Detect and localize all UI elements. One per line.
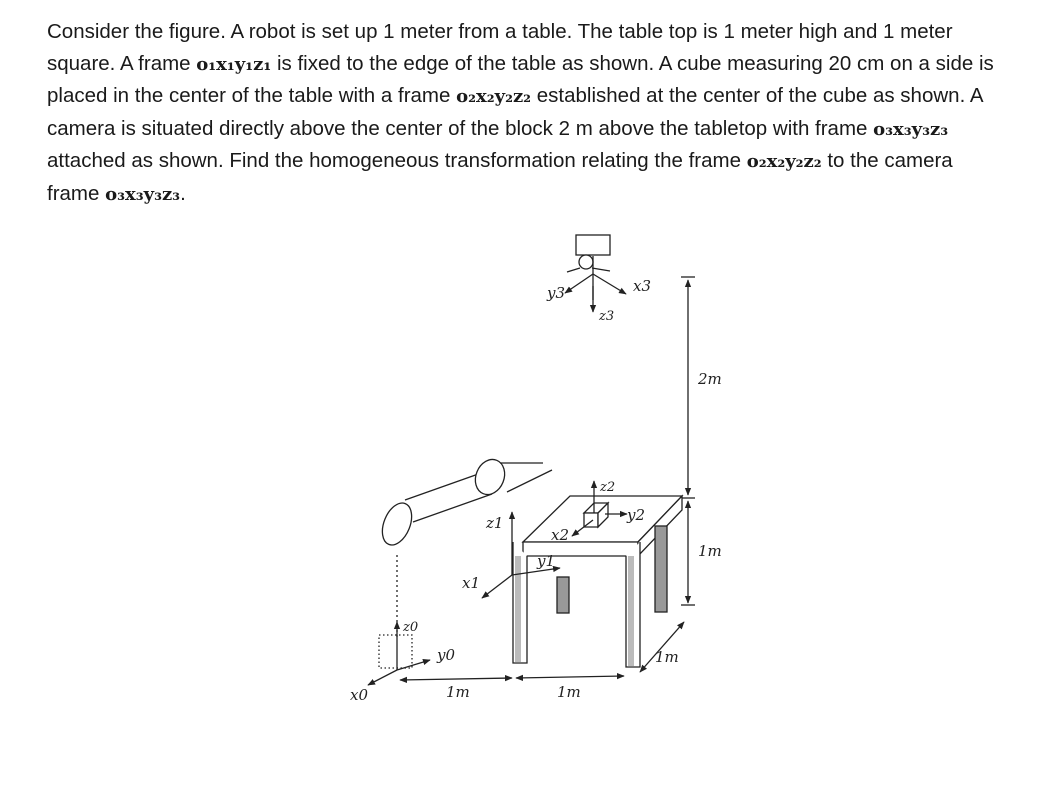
- label-x0: x0: [350, 686, 369, 704]
- robot-upper-arm-line-2: [413, 494, 492, 522]
- label-y3: y3: [547, 284, 566, 302]
- frame-1-label: o₁x₁y₁z₁: [196, 53, 272, 75]
- table-back-right-leg: [655, 526, 667, 612]
- table-x-axis: [482, 575, 512, 598]
- problem-text-6: .: [180, 181, 186, 205]
- frame-3-label-again: o₃x₃y₃z₃: [105, 183, 181, 205]
- robot-shoulder-joint: [377, 499, 418, 550]
- dimension-1m-robot-line: [400, 678, 512, 680]
- problem-text-1: Consider the figure. A robot is set up 1 meter from a table. The table top is 1 meter high and 1 meter square. A frame: [47, 20, 953, 75]
- robot-elbow-joint: [470, 455, 509, 499]
- label-x3: x3: [633, 277, 652, 295]
- label-z1: z1: [486, 514, 504, 532]
- label-z3: z3: [599, 309, 615, 324]
- problem-text-2: is fixed to the edge of the table as shown. A cube measuring 20 cm on a side is placed in the center of the table with a frame: [47, 51, 994, 107]
- frame-3-label: o₃x₃y₃z₃: [873, 118, 949, 140]
- problem-text-4: attached as shown. Find the homogeneous transformation relating the frame: [47, 149, 741, 172]
- base-x-axis: [368, 670, 397, 685]
- label-dim-1m-robot: 1m: [446, 683, 470, 701]
- label-dim-1m-side: 1m: [655, 648, 679, 666]
- label-x1: x1: [462, 574, 481, 592]
- base-y-axis: [397, 660, 430, 670]
- label-z0: z0: [403, 620, 419, 635]
- dimension-1m-table-line: [516, 676, 624, 678]
- camera: [567, 235, 610, 300]
- frame-2-label-again: o₂x₂y₂z₂: [746, 151, 822, 172]
- label-z2: z2: [600, 480, 616, 495]
- label-y2: y2: [627, 506, 646, 524]
- problem-text-3: established at the center of the cube as shown. A camera is situated directly above the center of the block 2 m above the tabletop with frame: [47, 84, 983, 140]
- table-front-left-leg-shade: [515, 556, 521, 662]
- label-y0: y0: [437, 646, 456, 664]
- robot-upper-arm-line: [405, 472, 484, 500]
- table-front-right-leg-shade: [628, 556, 634, 666]
- table-back-left-leg: [557, 577, 569, 613]
- label-dim-1m-height: 1m: [698, 542, 722, 560]
- robot-pedestal: [379, 635, 412, 668]
- camera-x-axis: [593, 274, 626, 294]
- frame-2-label: o₂x₂y₂z₂: [456, 86, 532, 107]
- robot-forearm: [500, 463, 552, 492]
- problem-text-5: to the camera frame: [47, 149, 953, 205]
- label-y1: y1: [537, 552, 556, 570]
- camera-y-axis: [565, 274, 593, 293]
- label-dim-1m-table: 1m: [557, 683, 581, 701]
- label-dim-2m: 2m: [698, 370, 722, 388]
- label-x2: x2: [551, 526, 570, 544]
